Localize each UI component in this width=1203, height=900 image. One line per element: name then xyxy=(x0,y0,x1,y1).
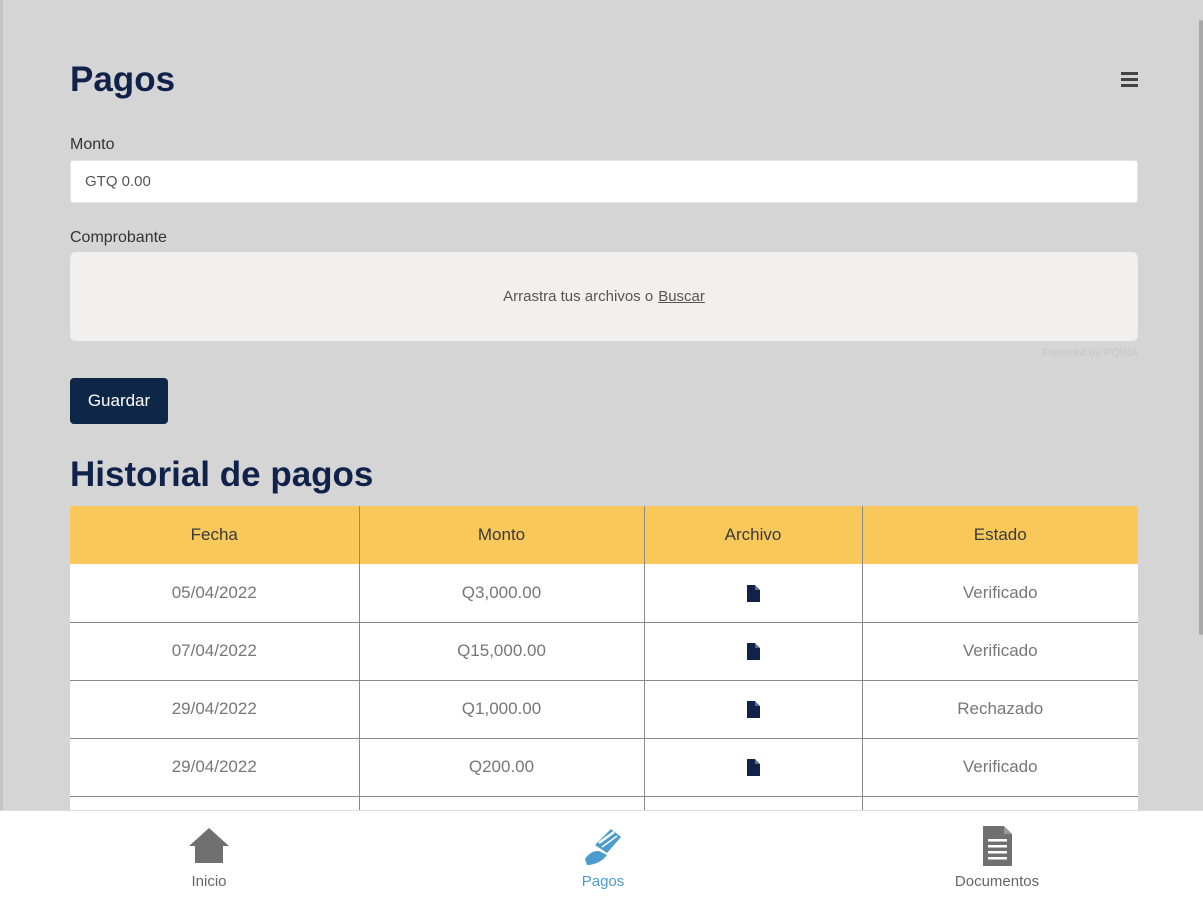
browse-link[interactable]: Buscar xyxy=(658,288,705,305)
powered-by-label: Powered by PQINA xyxy=(1042,347,1138,359)
nav-item-inicio[interactable] xyxy=(109,811,309,900)
file-icon[interactable] xyxy=(747,701,760,718)
save-button[interactable]: Guardar xyxy=(70,378,168,424)
cell-monto: Q200.00 xyxy=(359,738,644,796)
home-icon xyxy=(187,825,231,867)
nav-label-pagos: Pagos xyxy=(581,873,625,890)
cell-fecha: 05/04/2022 xyxy=(70,564,359,622)
table-row xyxy=(70,680,1138,738)
cell-archivo xyxy=(644,622,862,680)
scrollbar[interactable] xyxy=(1198,0,1203,810)
monto-label: Monto xyxy=(70,136,115,153)
cell-archivo xyxy=(644,680,862,738)
scrollbar-thumb[interactable] xyxy=(1199,20,1203,635)
cell-archivo xyxy=(644,738,862,796)
cell-estado: Verificado xyxy=(862,622,1138,680)
payment-card-icon xyxy=(581,825,625,867)
table-header-row xyxy=(70,506,1138,564)
history-title: Historial de pagos xyxy=(70,455,374,494)
cell-monto: Q1,000.00 xyxy=(359,680,644,738)
cell-estado: Rechazado xyxy=(862,680,1138,738)
cell-monto: Q15,000.00 xyxy=(359,622,644,680)
page-title: Pagos xyxy=(70,60,176,99)
file-icon[interactable] xyxy=(747,643,760,660)
column-header-fecha: Fecha xyxy=(70,506,359,564)
cell-fecha: 29/04/2022 xyxy=(70,680,359,738)
nav-item-pagos[interactable] xyxy=(503,811,703,900)
comprobante-label: Comprobante xyxy=(70,229,167,246)
cell-archivo xyxy=(644,564,862,622)
cell-estado: Verificado xyxy=(862,738,1138,796)
column-header-estado: Estado xyxy=(862,506,1138,564)
window-edge xyxy=(0,0,3,900)
nav-label-documentos: Documentos xyxy=(954,873,1040,890)
cell-fecha: 29/04/2022 xyxy=(70,738,359,796)
file-icon[interactable] xyxy=(747,759,760,776)
monto-input[interactable] xyxy=(70,160,1138,203)
bottom-navigation xyxy=(0,810,1203,900)
cell-estado: Verificado xyxy=(862,564,1138,622)
cell-monto: Q3,000.00 xyxy=(359,564,644,622)
hamburger-menu-icon[interactable] xyxy=(1118,68,1140,90)
file-icon[interactable] xyxy=(747,585,760,602)
table-row xyxy=(70,622,1138,680)
column-header-monto: Monto xyxy=(359,506,644,564)
nav-item-documentos[interactable] xyxy=(897,811,1097,900)
nav-label-inicio: Inicio xyxy=(191,873,227,890)
table-row xyxy=(70,738,1138,796)
file-dropzone[interactable] xyxy=(70,252,1138,341)
column-header-archivo: Archivo xyxy=(644,506,862,564)
payment-history-table xyxy=(70,506,1138,855)
cell-fecha: 07/04/2022 xyxy=(70,622,359,680)
table-row xyxy=(70,564,1138,622)
dropzone-text: Arrastra tus archivos o xyxy=(503,288,654,305)
document-icon xyxy=(975,825,1019,867)
